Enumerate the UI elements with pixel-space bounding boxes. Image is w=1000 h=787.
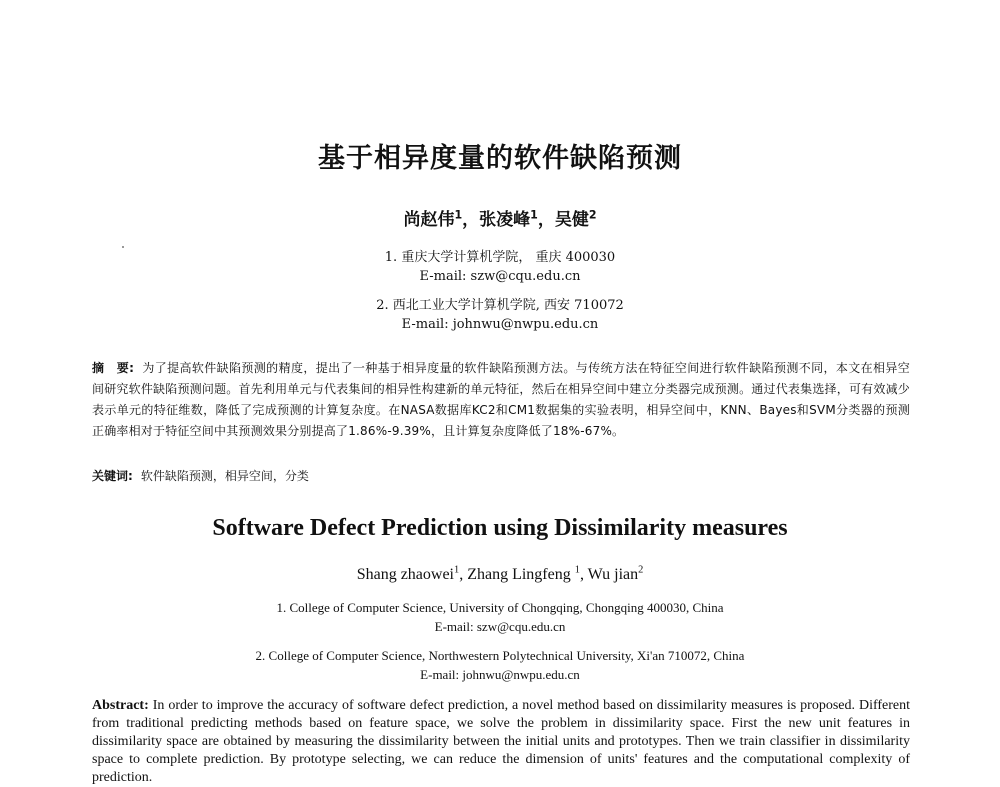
affiliation-email: E-mail: szw@cqu.edu.cn	[434, 619, 566, 634]
affiliation-line: 2. College of Computer Science, Northwestern Polytechnical University, Xi'an 710072, China	[255, 648, 745, 663]
author-list-english: Shang zhaowei$^1$, Zhang Lingfeng $^1$, Wu jian$^2$	[356, 564, 644, 583]
abstract-text: 为了提高软件缺陷预测的精度，提出了一种基于相异度量的软件缺陷预测方法。与传统方法在特征空间进行软件缺陷预测不同，本文在相异空间研究软件缺陷预测问题。首先利用单元与代表集间的相异性构建新的单元特征，然后在相异空间中建立分类器完成预测。通过代表集选择，可有效减少表示单元的特征维数，降低了完成预测的计算复杂度。在NASA数据库KC2和CM1数据集的实验表明，相异空间中，KNN、Bayes和SVM分类器的预测正确率相对于特征空间中其预测效果分别提高了1.86%-9.39%，且计算复杂度降低了18%-67%。	[92, 361, 910, 438]
affiliation-chinese	[0, 248, 1000, 286]
abstract-chinese	[92, 358, 910, 442]
author-name: Zhang Lingfeng	[467, 566, 571, 583]
author-affiliation-mark: 2	[638, 564, 644, 576]
keywords-chinese	[92, 466, 910, 487]
affiliation-english	[0, 598, 1000, 636]
keywords-label: 关键词:	[92, 469, 133, 483]
author-name: 张凌峰	[479, 210, 531, 230]
affiliation-email: E-mail: johnwu@nwpu.edu.cn	[401, 317, 599, 332]
author-name: Wu jian	[587, 566, 639, 583]
paper-title-english: Software Defect Prediction using Dissimilarity measures	[212, 515, 788, 541]
author-name: Shang zhaowei	[356, 566, 454, 583]
author-list-chinese: 尚赵伟$^1$，张凌峰$^1$，吴健$^2$	[403, 208, 597, 230]
abstract-label: 摘 要:	[92, 361, 135, 375]
abstract-english	[92, 697, 910, 787]
affiliation-english	[0, 646, 1000, 684]
affiliation-email: E-mail: szw@cqu.edu.cn	[419, 269, 581, 284]
author-name: 吴健	[554, 210, 589, 230]
affiliation-line: 2. 西北工业大学计算机学院, 西安 710072	[376, 298, 624, 313]
paper-title-chinese: 基于相异度量的软件缺陷预测	[318, 143, 682, 174]
author-affiliation-mark: 1	[574, 564, 580, 576]
author-name: 尚赵伟	[403, 210, 455, 230]
abstract-text: In order to improve the accuracy of software defect prediction, a novel method based on dissimilarity measures is proposed. Different from traditional predicting methods based on feature space, we solve the problem in dissimilarity space. First the new unit features in dissimilarity space are obtained by measuring the dissimilarity between the initial units and prototypes. Then we train classifier in dissimilarity space to complete prediction. By prototype selecting, we can reduce the dimension of units' features and the computational complexity of prediction.	[92, 698, 911, 785]
affiliation-chinese	[0, 296, 1000, 334]
author-affiliation-mark: 1	[530, 208, 538, 222]
author-affiliation-mark: 2	[588, 208, 597, 222]
keywords-text: 软件缺陷预测，相异空间，分类	[140, 469, 309, 483]
author-affiliation-mark: 1	[454, 208, 463, 222]
affiliation-email: E-mail: johnwu@nwpu.edu.cn	[420, 667, 580, 682]
affiliation-line: 1. 重庆大学计算机学院， 重庆 400030	[384, 250, 616, 265]
abstract-label: Abstract:	[92, 698, 149, 713]
author-affiliation-mark: 1	[454, 564, 460, 576]
affiliation-line: 1. College of Computer Science, University of Chongqing, Chongqing 400030, China	[276, 600, 724, 615]
